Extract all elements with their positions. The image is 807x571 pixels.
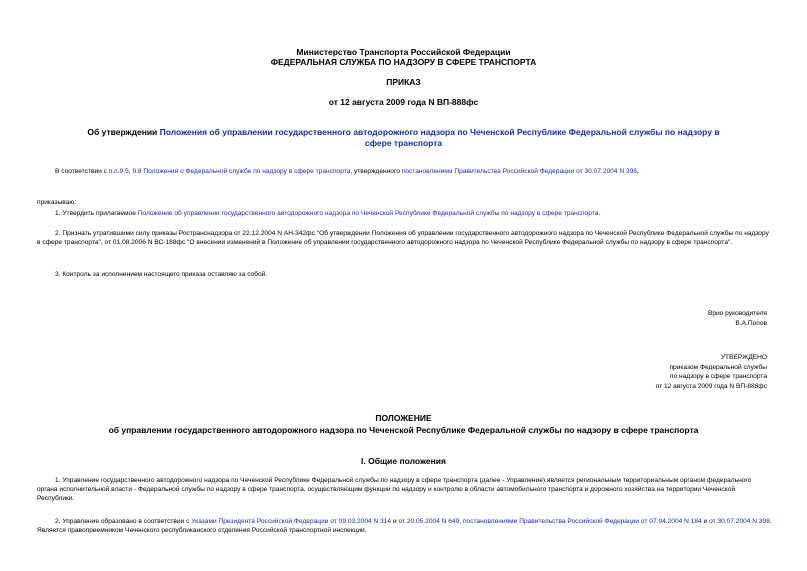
- item1-text: 1. Утвердить прилагаемое: [55, 210, 138, 217]
- doc-type: ПРИКАЗ: [386, 77, 421, 87]
- doc-date-number: от 12 августа 2009 года N ВП-888фс: [328, 97, 479, 107]
- p2-text1: 2. Управление образовано в соответствии с: [55, 518, 192, 525]
- signature-position: Врио руководителя: [707, 310, 767, 317]
- p2-text3: ,: [459, 518, 463, 525]
- approval-line1: УТВЕРЖДЕНО: [720, 354, 767, 361]
- p2-text5: . Является правопреемником Чеченского республиканского отделения Российской транспортной инспекции.: [37, 518, 772, 534]
- p2-link-decree-314[interactable]: Указами Президента Российской Федерации от 09.03.2004 N 314: [191, 518, 392, 525]
- regulation-subtitle: об управлении государственного автодорожного надзора по Чеченской Республике Федеральной службы по надзору в сфере транспорта: [108, 425, 699, 435]
- subject-link[interactable]: Положения об управлении государственного автодорожного надзора по Чеченской Республике Федеральной службы по надзору в сфере транспорта: [159, 127, 720, 148]
- item1-link[interactable]: Положение об управлении государственного автодорожного надзора по Чеченской Республике Федеральной службы по надзору в сфере транспорта: [137, 210, 599, 217]
- preamble-text2: ,: [128, 168, 133, 175]
- subject-prefix: Об утверждении: [87, 127, 160, 137]
- approval-block: [656, 353, 767, 391]
- preamble-link-regulation[interactable]: 9.8 Положения о Федеральной службе по надзору в сфере транспорта: [132, 168, 351, 175]
- p2-link-resolution-398[interactable]: от 30.07.2004 N 398: [709, 518, 770, 525]
- approval-line3: по надзору в сфере транспорта: [669, 373, 767, 380]
- p2-text2: и: [392, 518, 399, 525]
- p2-link-decree-649[interactable]: от 20.05.2004 N 649: [398, 518, 460, 525]
- approval-line4: от 12 августа 2009 года N ВП-888фс: [655, 382, 767, 390]
- signature-block: [708, 309, 767, 328]
- p2-text4: и: [701, 518, 710, 525]
- section-heading: I. Общие положения: [361, 456, 446, 466]
- doc-subject: [80, 127, 727, 149]
- item-1: [37, 209, 772, 218]
- preamble-link-clause[interactable]: п.п.9.5: [108, 168, 129, 175]
- service-name: ФЕДЕРАЛЬНАЯ СЛУЖБА ПО НАДЗОРУ В СФЕРЕ ТРАНСПОРТА: [270, 57, 537, 67]
- signature-name: В.А.Попов: [735, 319, 767, 327]
- regulation-p1: 1. Управление государственного автодорожного надзора по Чеченской Республике Федеральной службы по надзору в сфере транспорта (далее - Управление) является региональным территориальным органом федерального органа исполнительной власти - Федеральной службы по надзору в сфере транспорта, осуществляющим функции по надзору и контролю в области автомобильного транспорта и дорожного хозяйства на территории Чеченской Республики.: [37, 477, 752, 502]
- preamble-text1: В соответствии с: [55, 168, 109, 175]
- preamble-text3: , утвержденного: [350, 168, 402, 175]
- regulation-p2: [37, 517, 772, 535]
- preamble: [37, 167, 772, 176]
- p2-link-resolution-184[interactable]: постановлениями Правительства Российской Федерации от 07.04.2004 N 184: [462, 518, 702, 525]
- order-word: приказываю:: [37, 199, 77, 206]
- item-3: 3. Контроль за исполнением настоящего приказа оставляю за собой.: [55, 271, 268, 278]
- regulation-title: ПОЛОЖЕНИЕ: [375, 413, 432, 423]
- preamble-text4: ,: [636, 168, 639, 175]
- item-2: 2. Признать утратившими силу приказы Ространснадзора от 22.12.2004 N АН-342фс "Об утверждении Положения об управлении государственного автодорожного надзора по Чеченской Республике Федеральной службы по надзору в сфере транспорта", от 01.08.2006 N ВС-188фс "О внесении изменений в Положение об управлении государственного автодорожного надзора по Чеченской Республике Федеральной службы по надзору в сфере транспорта".: [37, 230, 769, 246]
- preamble-link-resolution[interactable]: постановлением Правительства Российской Федерации от 30.07.2004 N 398: [401, 168, 637, 175]
- item1-end: .: [598, 210, 601, 217]
- approval-line2: приказом Федеральной службы: [669, 363, 767, 371]
- ministry-name: Министерство Транспорта Российской Федерации: [296, 47, 511, 57]
